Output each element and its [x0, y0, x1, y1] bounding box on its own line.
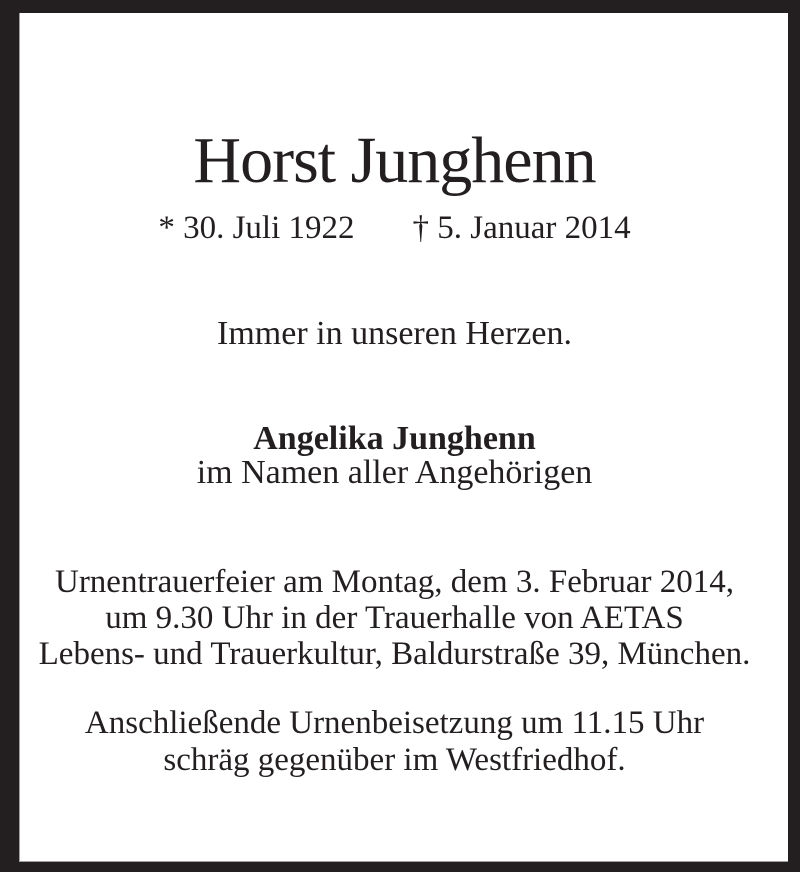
service-announcement [19, 564, 770, 672]
epitaph-text: Immer in unseren Herzen. [217, 315, 572, 352]
mourner-name: Angelika Junghenn [253, 420, 536, 457]
burial-line: schräg gegenüber im Westfriedhof. [163, 742, 626, 778]
death-date: † 5. Januar 2014 [412, 210, 631, 246]
life-dates [19, 210, 770, 246]
birth-date: * 30. Juli 1922 [158, 210, 355, 246]
service-line: Lebens- und Trauerkultur, Baldurstraße 39, München. [38, 636, 751, 672]
burial-line: Anschließende Urnenbeisetzung um 11.15 Uhr [84, 705, 705, 741]
service-line: um 9.30 Uhr in der Trauerhalle von AETAS [105, 600, 684, 636]
mourner-block [19, 422, 770, 490]
deceased-name: Horst Junghenn [193, 124, 596, 197]
burial-announcement [19, 705, 770, 779]
mourner-subline: im Namen aller Angehörigen [196, 454, 593, 491]
service-line: Urnentrauerfeier am Montag, dem 3. Februar 2014, [54, 564, 734, 600]
obituary-content [19, 13, 788, 862]
